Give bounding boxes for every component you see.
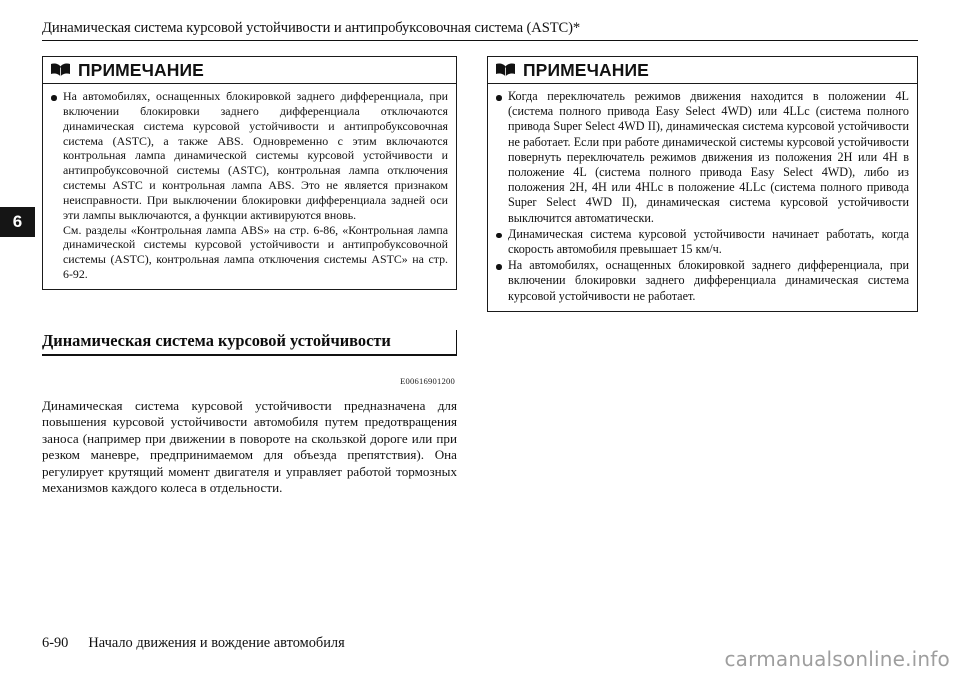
- chapter-number: 6: [12, 212, 23, 231]
- footer-section-name: Начало движения и вождение автомобиля: [88, 635, 345, 651]
- section-heading-text: Динамическая система курсовой устойчивости: [42, 331, 391, 350]
- left-column: [42, 56, 457, 290]
- section-body-text: Динамическая система курсовой устойчивости предназначена для повышения курсовой устойчивости автомобиля путем предотвращения заноса (например при движении в повороте на скользкой дороге или при резком маневре, предпринимаемом для объезда препятствия). Она регулирует крутящий момент двигателя и управляет работой тормозных механизмов каждого колеса в отдельности.: [42, 398, 457, 496]
- section-heading: [42, 330, 457, 356]
- note-header-left: [43, 57, 456, 84]
- section-heading-divider: [42, 354, 456, 356]
- note-label-left: ПРИМЕЧАНИЕ: [78, 60, 204, 80]
- list-item: [495, 89, 909, 226]
- right-column: [487, 56, 918, 312]
- page-footer: [42, 635, 345, 652]
- note-body-right: [488, 84, 917, 311]
- page-header: [42, 19, 918, 41]
- note-bullet-list-right: [495, 89, 909, 304]
- note-box-right: [487, 56, 918, 312]
- list-item: [50, 89, 448, 282]
- note-header-right: [488, 57, 917, 84]
- list-item: [495, 227, 909, 257]
- section-body: [42, 398, 457, 496]
- note-bullet-subtext: См. разделы «Контрольная лампа ABS» на стр. 6-86, «Контрольная лампа динамической системы курсовой устойчивости и антипробуксовочной системы (ASTC), контрольная лампа отключения системы ASTC» на стр. 6-92.: [63, 222, 448, 282]
- open-book-icon: [495, 63, 516, 79]
- note-bullet-text: На автомобилях, оснащенных блокировкой заднего дифференциала, при включении блокировки заднего дифференциала отключаются динамическая система курсовой устойчивости и антипробуксовочная система (ASTC), а также ABS. Одновременно с этим включаются контрольная лампа динамической системы курсовой устойчивости и антипробуксовочной системы (ASTC), контрольная лампа отключения системы ASTC и контрольная лампа ABS. Это не является признаком неисправности. При выключении блокировки дифференциала задней оси эти лампы выключаются, а функции активируются вновь.: [63, 89, 448, 222]
- footer-page-number: 6-90: [42, 635, 69, 651]
- note-box-left: [42, 56, 457, 290]
- list-item: [495, 258, 909, 304]
- note-bullet-text: Когда переключатель режимов движения находится в положении 4L (система полного привода Easy Select 4WD) или 4LLc (система полного привода Super Select 4WD II), динамическая система курсовой устойчивости не работает. Если при работе динамической системы курсовой устойчивости повернуть переключатель режимов движения из положения 2H или 4H в положение 4L (система полного привода Easy Select 4WD), либо из положения 2H, 4H или 4HLc в положение 4LLc (система полного привода Super Select 4WD II), динамическая система курсовой устойчивости выключится автоматически.: [508, 89, 909, 225]
- header-divider: [42, 40, 918, 41]
- page-title: Динамическая система курсовой устойчивости и антипробуксовочная система (ASTC)*: [42, 20, 581, 36]
- chapter-tab: [0, 207, 35, 237]
- note-body-left: [43, 84, 456, 289]
- reference-code: E00616901200: [400, 376, 455, 386]
- open-book-icon: [50, 63, 71, 79]
- watermark: carmanualsonline.info: [724, 647, 950, 671]
- note-bullet-list-left: [50, 89, 448, 282]
- note-label-right: ПРИМЕЧАНИЕ: [523, 60, 649, 80]
- note-bullet-text: Динамическая система курсовой устойчивости начинает работать, когда скорость автомобиля превышает 15 км/ч.: [508, 226, 909, 257]
- note-bullet-text: На автомобилях, оснащенных блокировкой заднего дифференциала, при включении блокировки заднего дифференциала динамическая система курсовой устойчивости не работает.: [508, 258, 909, 303]
